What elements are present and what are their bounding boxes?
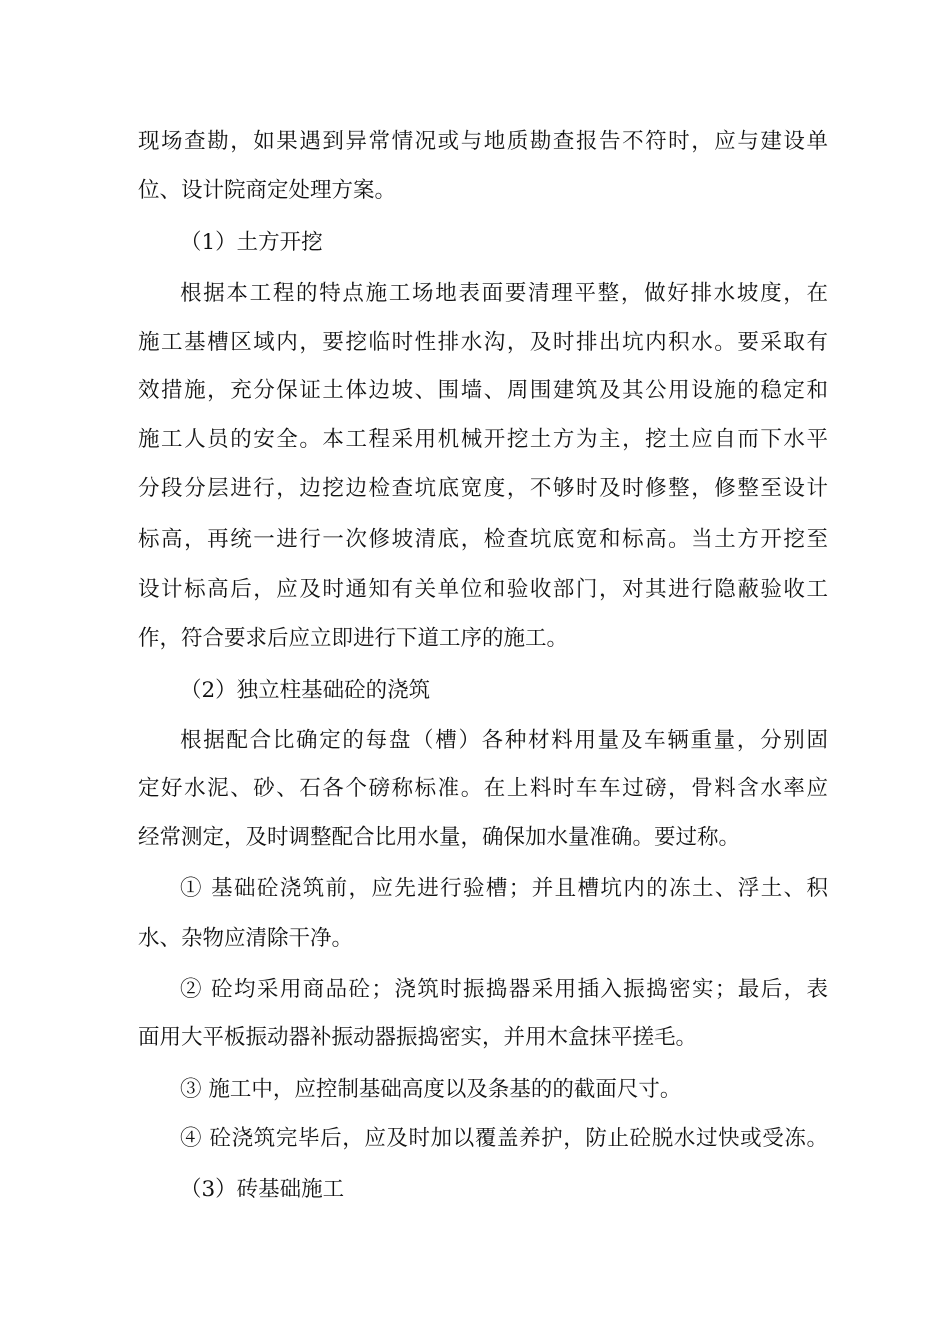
paragraph-line: 分段分层进行，边挖边检查坑底宽度，不够时及时修整，修整至设计 <box>138 476 828 501</box>
paragraph-line: 设计标高后，应及时通知有关单位和验收部门，对其进行隐蔽验收工 <box>138 577 828 602</box>
paragraph-line: 水、杂物应清除干净。 <box>138 926 354 951</box>
section-heading-2: （2）独立柱基础砼的浇筑 <box>180 678 431 703</box>
paragraph-line: 施工基槽区域内，要挖临时性排水沟，及时排出坑内积水。要采取有 <box>138 330 828 355</box>
paragraph-line: 现场查勘，如果遇到异常情况或与地质勘查报告不符时，应与建设单 <box>138 129 828 154</box>
paragraph-line: 作，符合要求后应立即进行下道工序的施工。 <box>138 626 569 651</box>
paragraph-line: 效措施，充分保证土体边坡、围墙、周围建筑及其公用设施的稳定和 <box>138 378 828 403</box>
section-heading-1: （1）土方开挖 <box>180 230 323 255</box>
paragraph-line: 面用大平板振动器补振动器振捣密实，并用木盒抹平搓毛。 <box>138 1025 698 1050</box>
paragraph-line: 标高，再统一进行一次修坡清底，检查坑底宽和标高。当土方开挖至 <box>138 527 828 552</box>
list-item-4: ④ 砼浇筑完毕后，应及时加以覆盖养护，防止砼脱水过快或受冻。 <box>180 1126 828 1151</box>
section-heading-3: （3）砖基础施工 <box>180 1177 345 1202</box>
paragraph-line: 位、设计院商定处理方案。 <box>138 178 397 203</box>
paragraph-line: 根据本工程的特点施工场地表面要清理平整，做好排水坡度，在 <box>180 281 828 306</box>
paragraph-line: 经常测定，及时调整配合比用水量，确保加水量准确。要过称。 <box>138 825 741 850</box>
list-item-2: ② 砼均采用商品砼；浇筑时振捣器采用插入振捣密实；最后，表 <box>180 977 828 1002</box>
paragraph-line: 定好水泥、砂、石各个磅称标准。在上料时车车过磅，骨料含水率应 <box>138 776 828 801</box>
paragraph-line: 根据配合比确定的每盘（槽）各种材料用量及车辆重量，分别固 <box>180 728 828 753</box>
list-item-3: ③ 施工中，应控制基础高度以及条基的的截面尺寸。 <box>180 1077 682 1102</box>
list-item-1: ① 基础砼浇筑前，应先进行验槽；并且槽坑内的冻土、浮土、积 <box>180 876 828 901</box>
paragraph-line: 施工人员的安全。本工程采用机械开挖土方为主，挖土应自而下水平 <box>138 427 828 452</box>
